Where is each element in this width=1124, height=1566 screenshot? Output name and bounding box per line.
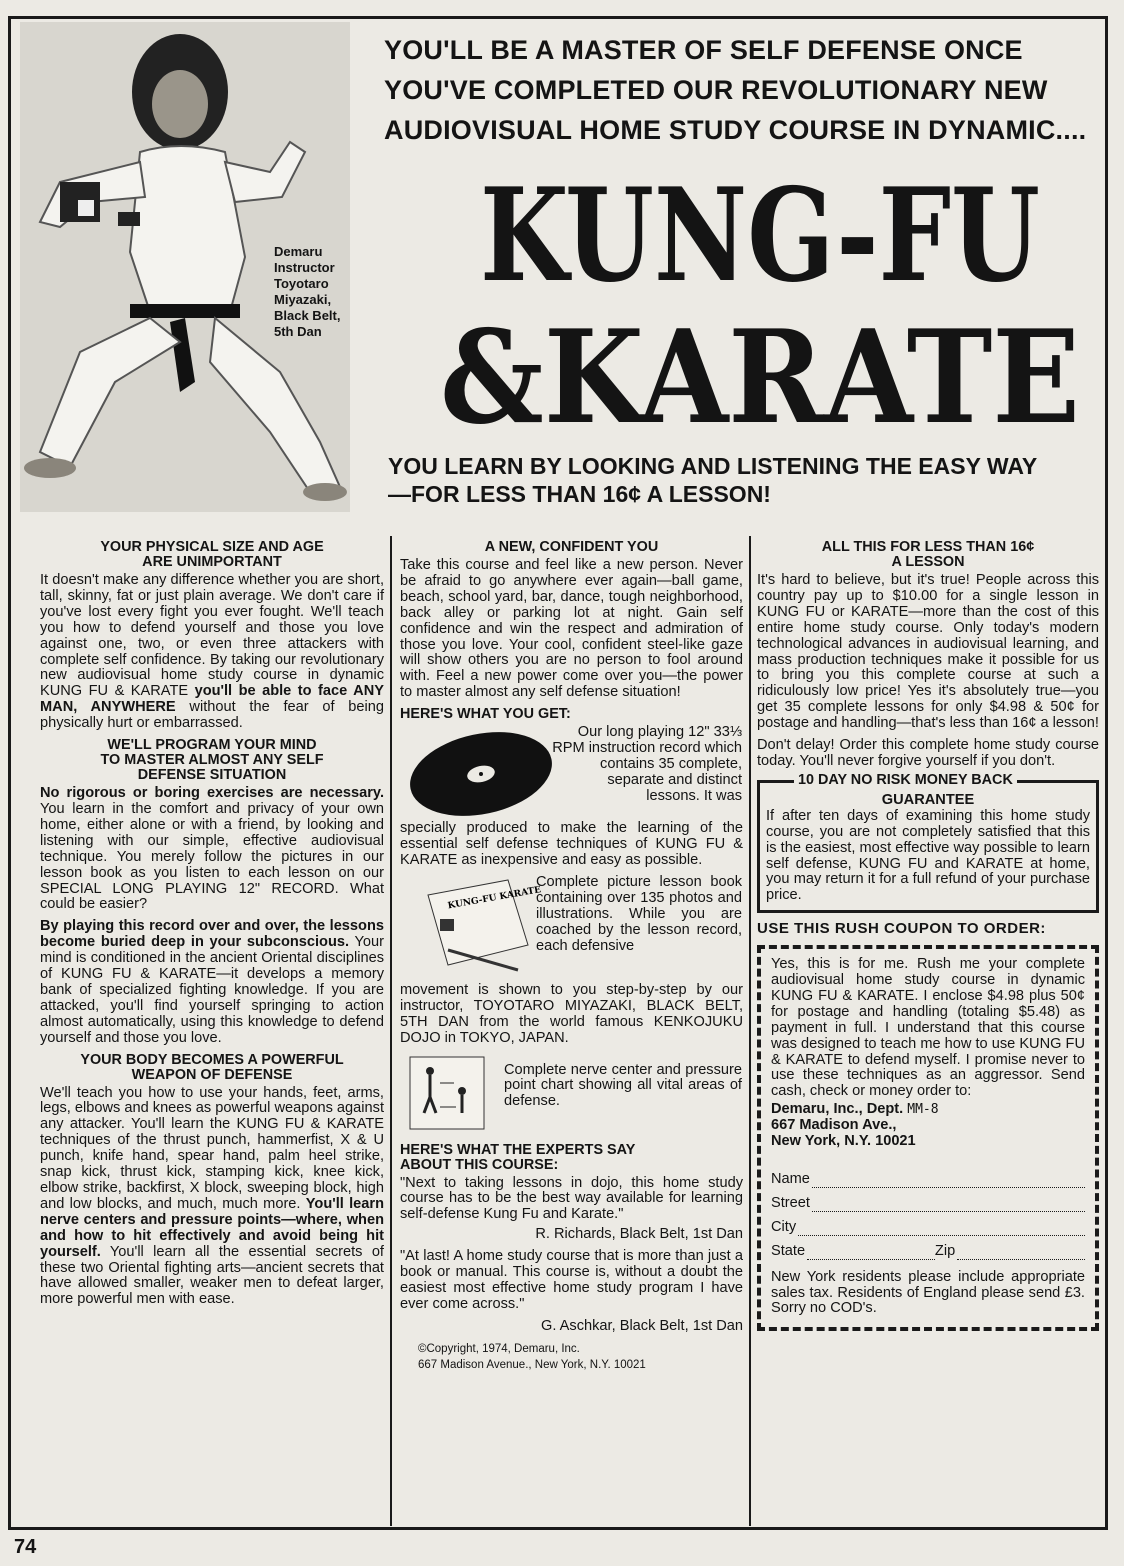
tax-note: New York residents please include appropriate sales tax. Residents of England please send £3. Sorry no COD's. — [771, 1268, 1085, 1317]
guarantee-title-2: GUARANTEE — [881, 791, 975, 808]
column-right — [757, 536, 1099, 1331]
copyright-line: ©Copyright, 1974, Demaru, Inc. — [418, 1342, 580, 1355]
coupon-text: Yes, this is for me. Rush me your complete audiovisual home study course in dynamic KUNG FU & KARATE. I enclose $4.98 plus 50¢ for postage and handling (totaling $5.48) as payment in full. I understand that this course was designed to teach me how to use KUNG FU & KARATE to defend myself. I promise never to use these techniques as an aggressor. Send cash, check or money order to: — [771, 956, 1085, 1100]
caption-line: 5th Dan — [274, 324, 322, 339]
dept-code: MM-8 — [907, 1102, 939, 1118]
order-coupon — [757, 945, 1099, 1331]
headline — [384, 30, 1104, 150]
headline-line: YOU'LL BE A MASTER OF SELF DEFENSE ONCE — [384, 35, 1023, 65]
copyright-address: 667 Madison Avenue., New York, N.Y. 10021 — [418, 1358, 646, 1371]
section-heading: WE'LL PROGRAM YOUR MIND TO MASTER ALMOST ANY SELF DEFENSE SITUATION — [100, 737, 324, 784]
section-heading: HERE'S WHAT THE EXPERTS SAY ABOUT THIS COURSE: — [400, 1141, 636, 1173]
column-divider — [749, 536, 751, 1526]
copyright — [418, 1341, 743, 1373]
caption-line: Demaru Instructor — [274, 244, 335, 275]
mailing-address — [771, 1102, 1085, 1150]
lesson-book-label: KUNG-FU KARATE — [447, 885, 542, 912]
pressure-point-chart-icon — [410, 1057, 484, 1129]
testimonial: "At last! A home study course that is more than just a book or manual. This course is, without a doubt the easiest most effective home study program I have ever come across." — [400, 1248, 743, 1312]
paragraph: By playing this record over and over, the lessons become buried deep in your subconscious. Your mind is conditioned in the ancient Oriental disciplines of KUNG FU & KARATE—it develops a memory bank of specialized fighting knowledge. If you are attacked, you'll find yourself springing to action almost automatically, using this knowledge to defend yourself and those you love. — [40, 918, 384, 1046]
column-left — [40, 536, 384, 1314]
record-icon — [406, 729, 556, 819]
paragraph: We'll teach you how to use your hands, feet, arms, legs, elbows and knees as powerful weapons against any attacker. You'll learn the KUNG FU & KARATE techniques of the thrust punch, hammerfist, X & U punch, knife hand, spear hand, palm heel strike, snap kick, thrust kick, stamping kick, knee kick, elbow strike, backfirst, X block, sweeping block, high and low blocks, and much, much more. You'll learn nerve centers and pressure points—where, when and how to hit effectively and avoid being hit yourself. You'll learn all the essential secrets of these two Oriental fighting arts—ancient secrets that have allowed smaller, weaker men to defeat larger, more powerful men with ease. — [40, 1084, 385, 1308]
section-heading: A NEW, CONFIDENT YOU — [484, 539, 659, 555]
chart-block — [400, 1053, 743, 1139]
caption-line: Black Belt, — [274, 308, 341, 323]
book-block — [400, 875, 743, 983]
paragraph: Take this course and feel like a new person. Never be afraid to go anywhere ever again—ball game, beach, school yard, bar, dance, tough neighborhood, back alley or parking lot at night. Gain self confidence and win the respect and admiration of those you love. Your cool, confident steel-like gaze will show others you are no person to fool around with. Feel a new power come over you—the power to master almost any self defense situation! — [400, 557, 743, 701]
name-label: Name — [771, 1171, 810, 1187]
kung-fu-karate-title — [430, 160, 1110, 453]
guarantee-box — [757, 771, 1099, 913]
section-heading: YOUR PHYSICAL SIZE AND AGE ARE UNIMPORTANT — [100, 539, 324, 570]
testimonial-author: G. Aschkar, Black Belt, 1st Dan — [541, 1317, 743, 1334]
photo-caption — [274, 244, 384, 340]
paragraph: Don't delay! Order this complete home study course today. You'll never forgive yourself if you don't. — [757, 737, 1099, 769]
section-heading: ALL THIS FOR LESS THAN 16¢ A LESSON — [821, 539, 1035, 570]
guarantee-title: 10 DAY NO RISK MONEY BACK — [794, 773, 1017, 789]
testimonial: "Next to taking lessons in dojo, this home study course has to be the best way available for learning self-defense Kung Fu and Karate." — [400, 1174, 743, 1223]
paragraph: It's hard to believe, but it's true! People across this country pay up to $10.00 for a single lesson in KUNG FU or KARATE—more than the cost of this entire home study course. Only today's modern technological advances in audiovisual learning, and mass production techniques make it possible for us to bring you this complete course at such a ridiculously low price! Yes it's absolutely true—you get 35 complete lessons for only $4.98 & 50¢ for postage and handling—that's less than 16¢ a lesson! — [757, 572, 1099, 732]
page-number: 74 — [14, 1536, 37, 1558]
lesson-book-icon — [418, 875, 542, 975]
lesson-book-description: Complete picture lesson book containing over 135 photos and illustrations. While you are coached by the lesson record, each defensive — [536, 873, 742, 954]
section-heading: HERE'S WHAT YOU GET: — [400, 706, 571, 723]
record-block — [400, 725, 743, 821]
guarantee-text: If after ten days of examining this home study course, you are not completely satisfied that this is the easiest, most effective way possible to learn self defense, KUNG FU and KARATE at home, you may return it for a full refund of your purchase price. — [766, 807, 1090, 904]
subheadline — [388, 452, 1104, 508]
subhead-line: YOU LEARN BY LOOKING AND LISTENING THE EASY WAY — [388, 453, 1038, 479]
paragraph: movement is shown to you step-by-step by our instructor, TOYOTARO MIYAZAKI, BLACK BELT, 5TH DAN from the world famous KENKOJUKU DOJO in TOKYO, JAPAN. — [400, 981, 743, 1046]
headline-line: YOU'VE COMPLETED OUR REVOLUTIONARY NEW — [384, 75, 1048, 105]
coupon-heading: USE THIS RUSH COUPON TO ORDER: — [757, 920, 1046, 938]
headline-line: AUDIOVISUAL HOME STUDY COURSE IN DYNAMIC.... — [384, 115, 1087, 145]
address-line: 667 Madison Ave., — [771, 1117, 897, 1134]
paragraph: It doesn't make any difference whether you are short, tall, skinny, fat or just plain average. We don't care if you've lost every fight you ever fought. We'll teach you how to defend yourself and those you love against one, two, or even three attackers with complete self confidence. By taking our revolutionary new audiovisual home study course in dynamic KUNG FU & KARATE you'll be able to face ANY MAN, ANYWHERE without the fear of being physically hurt or embarrassed. — [40, 572, 384, 732]
chart-description: Complete nerve center and pressure point chart showing all vital areas of defense. — [504, 1061, 742, 1110]
city-label: City — [771, 1218, 797, 1235]
column-middle — [400, 536, 743, 1373]
street-label: Street — [771, 1194, 810, 1211]
state-label: State — [771, 1242, 806, 1259]
name-field[interactable] — [771, 1172, 1085, 1188]
city-field[interactable] — [771, 1220, 1085, 1236]
address-line: New York, N.Y. 10021 — [771, 1133, 916, 1150]
testimonial-author: R. Richards, Black Belt, 1st Dan — [535, 1226, 743, 1243]
address-line: Demaru, Inc., Dept. — [771, 1101, 904, 1118]
paragraph: specially produced to make the learning of the essential self defense techniques of KUNG FU & KARATE as inexpensive and easy as possible. — [400, 820, 743, 868]
zip-label: Zip — [934, 1242, 956, 1259]
state-zip-field[interactable] — [771, 1244, 1085, 1260]
column-divider — [390, 536, 392, 1526]
street-field[interactable] — [771, 1196, 1085, 1212]
title-line-1: KUNG-FU — [480, 161, 1040, 311]
paragraph: No rigorous or boring exercises are necessary. You learn in the comfort and privacy of your own home, either alone or with a friend, by looking and listening with our simple, effective audiovisual technique. You merely follow the pictures in our lesson book as you listen to each lesson on our SPECIAL LONG PLAYING 12" RECORD. What could be easier? — [40, 785, 384, 913]
title-line-2: &KARATE — [440, 303, 1080, 453]
caption-line: Toyotaro Miyazaki, — [274, 276, 332, 307]
record-description: Our long playing 12" 33⅓ RPM instruction record which contains 35 complete, separate and distinct lessons. It was — [552, 724, 742, 804]
subhead-line: —FOR LESS THAN 16¢ A LESSON! — [388, 481, 771, 507]
section-heading: YOUR BODY BECOMES A POWERFUL WEAPON OF DEFENSE — [80, 1051, 344, 1083]
